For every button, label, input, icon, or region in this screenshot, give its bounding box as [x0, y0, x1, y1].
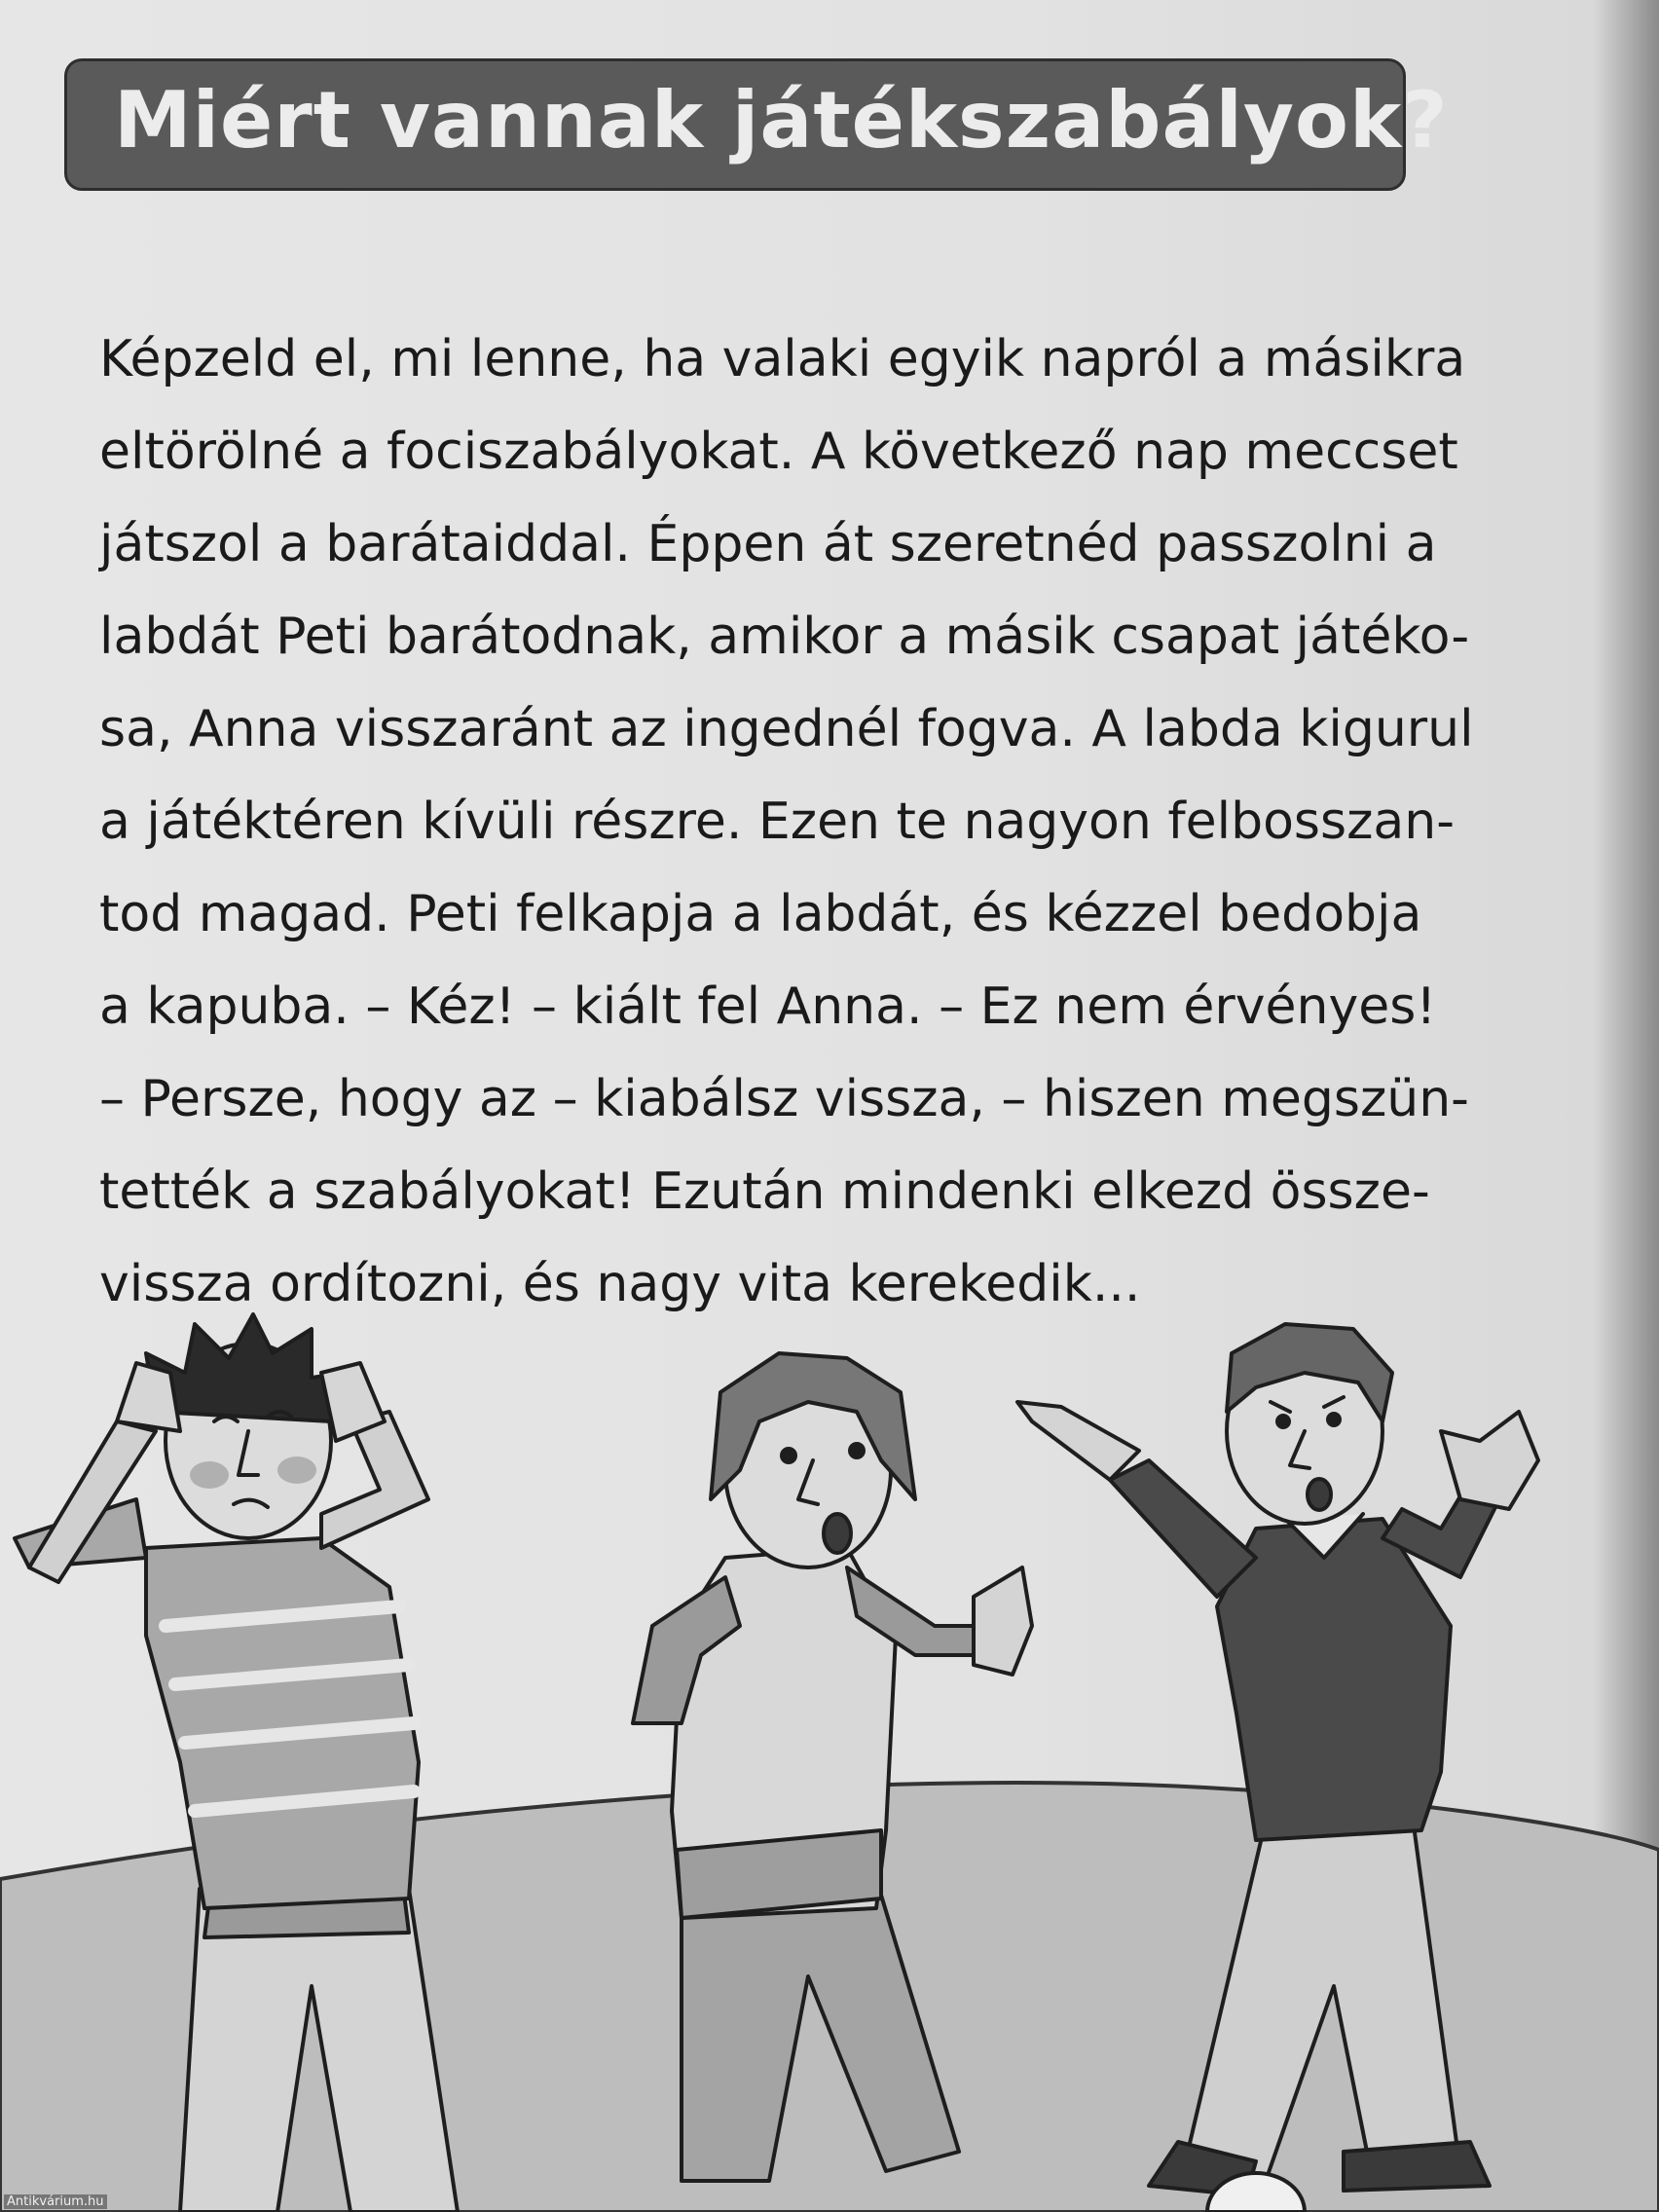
text-line: Képzeld el, mi lenne, ha valaki egyik napról a másikra [99, 330, 1466, 388]
text-line: eltörölné a fociszabályokat. A következő nap meccset [99, 423, 1458, 481]
text-line: tod magad. Peti felkapja a labdát, és kézzel bedobja [99, 885, 1422, 943]
text-line: játszol a barátaiddal. Éppen át szeretnéd passzolni a [99, 515, 1437, 573]
text-line: a játéktéren kívüli részre. Ezen te nagyon felbosszan- [99, 793, 1455, 851]
text-line: vissza ordítozni, és nagy vita kerekedik... [99, 1255, 1141, 1313]
text-line: tették a szabályokat! Ezután mindenki elkezd össze- [99, 1162, 1430, 1221]
text-line: sa, Anna visszaránt az ingednél fogva. A labda kigurul [99, 700, 1474, 758]
text-line: – Persze, hogy az – kiabálsz vissza, – hiszen megszün- [99, 1070, 1469, 1128]
children-arguing-illustration [0, 1305, 1659, 2212]
title-banner [64, 58, 1449, 191]
watermark: Antikvárium.hu [4, 2194, 107, 2209]
text-line: labdát Peti barátodnak, amikor a másik csapat játéko- [99, 608, 1470, 666]
text-line: a kapuba. – Kéz! – kiált fel Anna. – Ez nem érvényes! [99, 977, 1437, 1036]
story-paragraph [99, 313, 1579, 1331]
page-title: Miért vannak játékszabályok? [114, 75, 1449, 166]
